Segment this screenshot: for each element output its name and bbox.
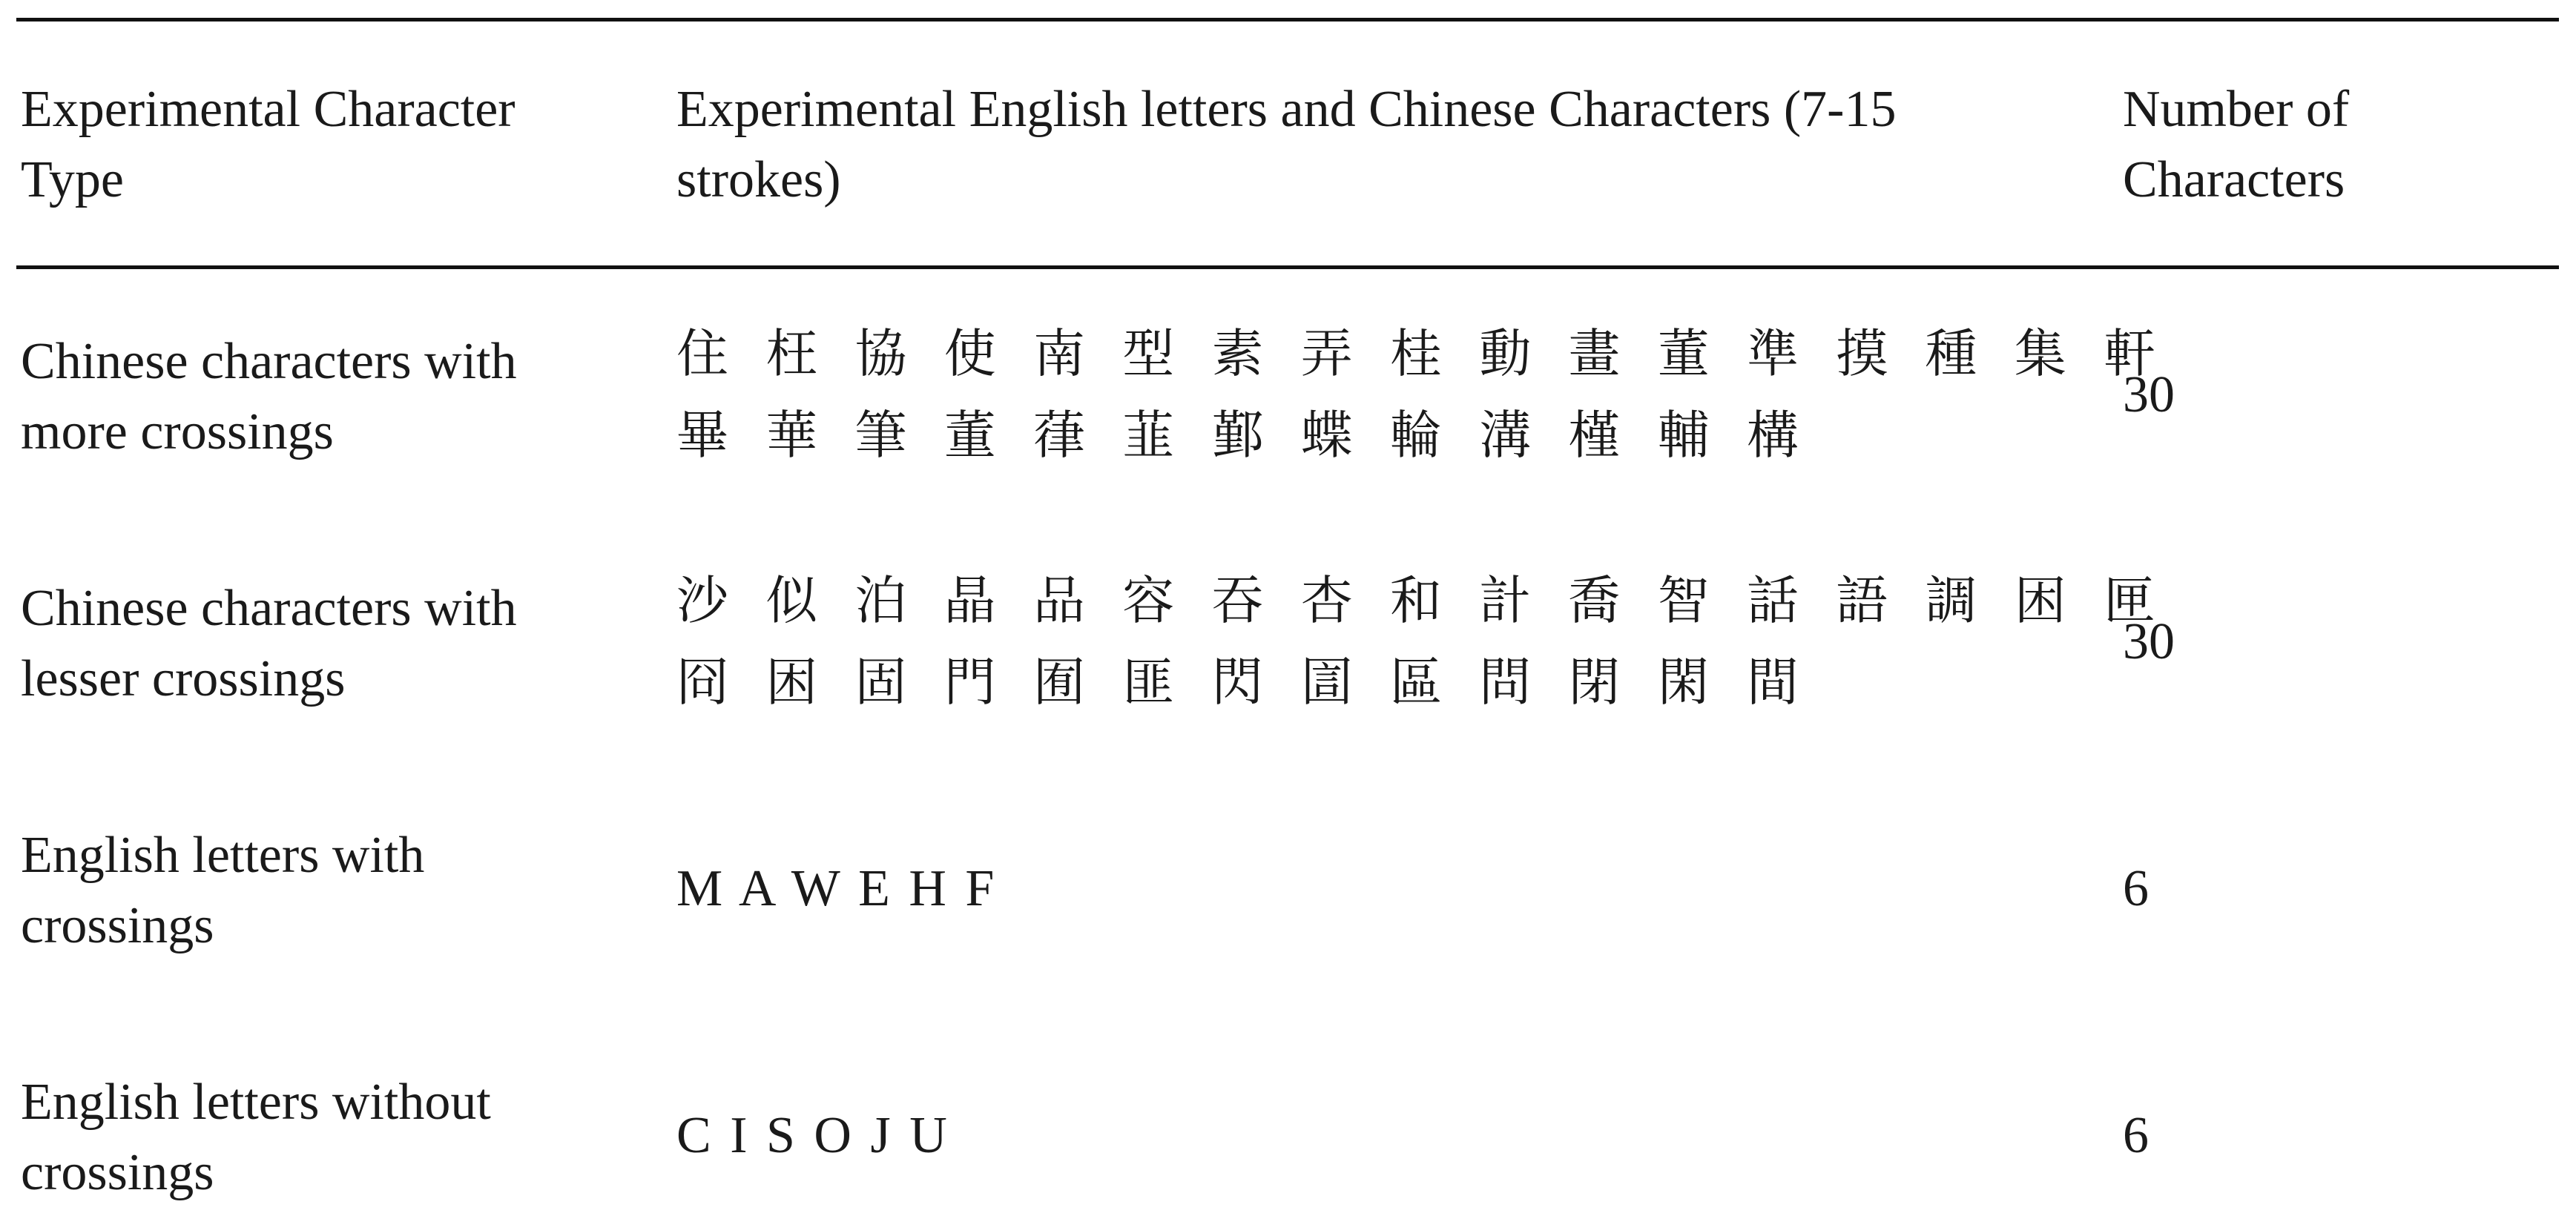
- row-character-type: Chinese characters with more crossings: [21, 333, 517, 460]
- row-character-list: 住 枉 協 使 南 型 素 弄 桂 動 畫 董 準 摸 種 集 軒 畢 華 筆 董 葎 韮 鄞 蝶 輪 溝 槿 輔 構: [676, 323, 2167, 466]
- header-character-type: Experimental Character Type: [21, 81, 515, 208]
- header-experimental-characters: Experimental English letters and Chinese Characters (7-15 strokes): [676, 81, 1897, 208]
- row-character-list: 沙 似 泊 晶 品 容 吞 杏 和 計 喬 智 話 語 調 困 匣 冏 困 固 門 囿 匪 閃 圁 區 問 閉 閑 間: [676, 570, 2167, 713]
- table-top-rule: [16, 18, 2559, 22]
- table-header-rule: [16, 265, 2559, 269]
- row-character-count: 30: [2123, 613, 2175, 670]
- row-character-type: Chinese characters with lesser crossings: [21, 580, 517, 707]
- header-number-of-characters: Number of Characters: [2123, 81, 2350, 208]
- row-character-count: 6: [2123, 1107, 2149, 1164]
- row-letter-list: C I S O J U: [676, 1107, 950, 1164]
- row-character-type: English letters with crossings: [21, 827, 425, 954]
- row-character-count: 30: [2123, 366, 2175, 423]
- row-letter-list: M A W E H F: [676, 860, 998, 917]
- row-character-count: 6: [2123, 860, 2149, 917]
- row-character-type: English letters without crossings: [21, 1074, 491, 1201]
